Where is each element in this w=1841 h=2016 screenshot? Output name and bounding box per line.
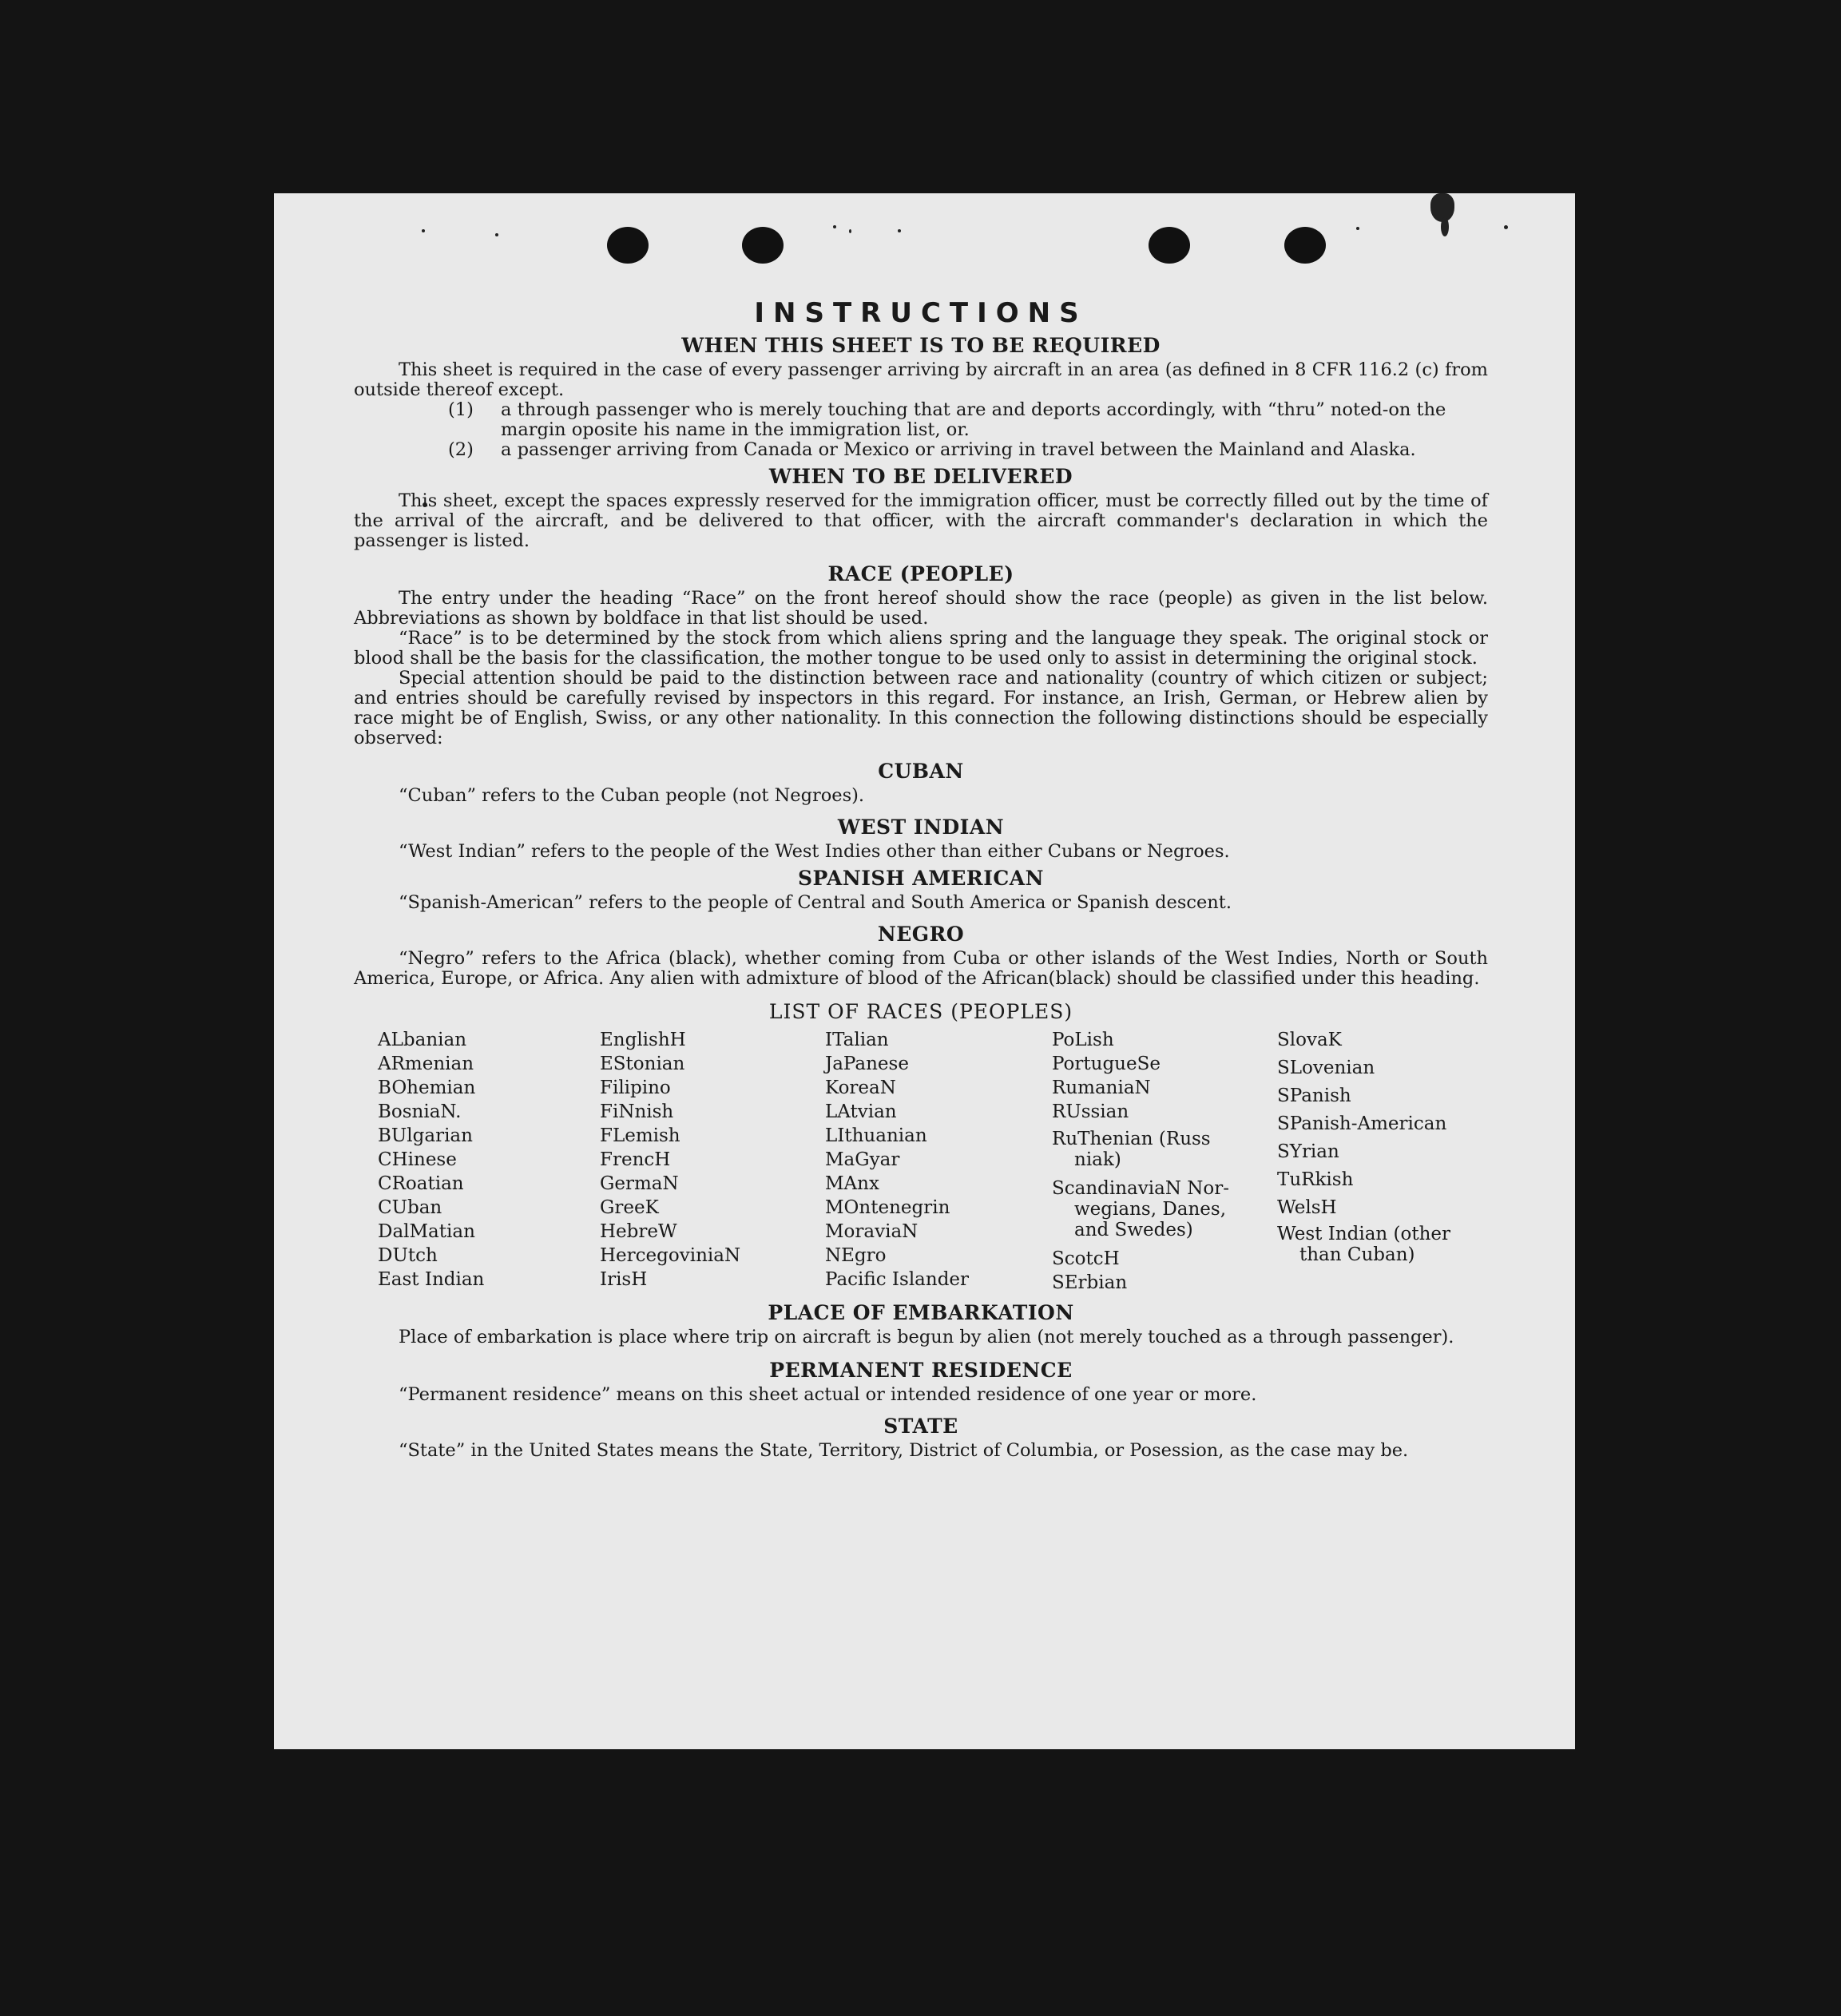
section-heading-when-delivered: WHEN TO BE DELIVERED bbox=[768, 465, 1073, 488]
race-item: HercegoviniaN bbox=[600, 1245, 741, 1266]
race-item: IrisH bbox=[600, 1269, 648, 1290]
race-item: EnglishH bbox=[600, 1030, 686, 1050]
instructions-content bbox=[354, 297, 1488, 1461]
race-column bbox=[1277, 1028, 1485, 1295]
race-item: CHinese bbox=[378, 1149, 457, 1170]
race-item: BosniaN. bbox=[378, 1101, 462, 1122]
paper-mark bbox=[422, 229, 425, 232]
race-item: LAtvian bbox=[825, 1101, 897, 1122]
race-column bbox=[378, 1028, 600, 1295]
paper-mark bbox=[833, 225, 836, 228]
race-item: CRoatian bbox=[378, 1173, 464, 1194]
item-text: a through passenger who is merely touching that are and deports accordingly, with “thru” noted-on the margin oposite his name in the immigration list, or. bbox=[501, 399, 1446, 440]
race-item: West Indian (other bbox=[1277, 1224, 1451, 1244]
section-heading-state: STATE bbox=[883, 1415, 958, 1438]
race-item: ALbanian bbox=[378, 1030, 467, 1050]
race-item: HebreW bbox=[600, 1221, 677, 1242]
race-item: KoreaN bbox=[825, 1077, 896, 1098]
race-item: DalMatian bbox=[378, 1221, 475, 1242]
section-heading-list-of-races: LIST OF RACES (PEOPLES) bbox=[768, 1000, 1073, 1023]
race-item: PoLish bbox=[1052, 1030, 1114, 1050]
paper-mark bbox=[849, 229, 851, 233]
page-title: INSTRUCTIONS bbox=[754, 297, 1088, 329]
race-item: ITalian bbox=[825, 1030, 889, 1050]
race-item: JaPanese bbox=[825, 1054, 909, 1074]
paragraph: “West Indian” refers to the people of the West Indies other than either Cubans or Negroes. bbox=[399, 841, 1230, 862]
document-sheet bbox=[274, 193, 1575, 1749]
race-item: SlovaK bbox=[1277, 1030, 1342, 1050]
item-number: (2) bbox=[448, 439, 474, 460]
section-heading-embarkation: PLACE OF EMBARKATION bbox=[768, 1301, 1074, 1324]
race-item-continued: wegians, Danes, bbox=[1074, 1199, 1227, 1220]
race-item: RuThenian (Russ bbox=[1052, 1129, 1211, 1149]
race-item: SLovenian bbox=[1277, 1058, 1375, 1078]
race-item: TuRkish bbox=[1277, 1169, 1354, 1190]
race-item: SYrian bbox=[1277, 1141, 1339, 1162]
paragraph: “Negro” refers to the Africa (black), whether coming from Cuba or other islands of the West Indies, North or South America, Europe, or Africa. Any alien with admixture of blood of the African(black) should be classified under this heading. bbox=[354, 948, 1488, 989]
race-list bbox=[354, 1028, 1488, 1295]
paragraph: Place of embarkation is place where trip on aircraft is begun by alien (not merely touched as a through passenger). bbox=[399, 1327, 1454, 1347]
paper-mark bbox=[1441, 217, 1449, 236]
paper-mark bbox=[1356, 227, 1359, 230]
race-item: FiNnish bbox=[600, 1101, 674, 1122]
list-item bbox=[354, 400, 1488, 440]
race-item: CUban bbox=[378, 1197, 442, 1218]
race-column bbox=[600, 1028, 825, 1295]
section-heading-when-required: WHEN THIS SHEET IS TO BE REQUIRED bbox=[681, 334, 1161, 357]
race-item: MOntenegrin bbox=[825, 1197, 950, 1218]
race-item: SPanish-American bbox=[1277, 1113, 1447, 1134]
race-item: ARmenian bbox=[378, 1054, 474, 1074]
section-heading-west-indian: WEST INDIAN bbox=[837, 816, 1005, 839]
race-item: FLemish bbox=[600, 1125, 680, 1146]
race-item-continued: than Cuban) bbox=[1299, 1244, 1415, 1265]
race-item: GreeK bbox=[600, 1197, 659, 1218]
list-item bbox=[354, 440, 1488, 460]
race-item: ScandinaviaN Nor- bbox=[1052, 1178, 1230, 1199]
item-number: (1) bbox=[448, 399, 474, 420]
paper-mark bbox=[1504, 225, 1508, 229]
punch-hole bbox=[1284, 227, 1326, 264]
race-item: MaGyar bbox=[825, 1149, 900, 1170]
punch-hole bbox=[1149, 227, 1190, 264]
race-item: ScotcH bbox=[1052, 1248, 1120, 1269]
race-item: SPanish bbox=[1277, 1085, 1351, 1106]
race-item: BOhemian bbox=[378, 1077, 476, 1098]
race-item: RUssian bbox=[1052, 1101, 1129, 1122]
race-item: NEgro bbox=[825, 1245, 887, 1266]
punch-hole bbox=[742, 227, 784, 264]
race-item: BUlgarian bbox=[378, 1125, 473, 1146]
paper-mark bbox=[495, 233, 498, 236]
race-item: LIthuanian bbox=[825, 1125, 927, 1146]
paper-mark bbox=[898, 229, 901, 232]
paragraph: This sheet, except the spaces expressly reserved for the immigration officer, must be correctly filled out by the time of the arrival of the aircraft, and be delivered to that officer, with the aircraft commander's declaration in which the passenger is listed. bbox=[354, 490, 1488, 551]
paragraph: “Cuban” refers to the Cuban people (not Negroes). bbox=[399, 785, 865, 806]
section-heading-spanish-american: SPANISH AMERICAN bbox=[797, 867, 1045, 890]
section-heading-residence: PERMANENT RESIDENCE bbox=[769, 1359, 1073, 1382]
race-item: MoraviaN bbox=[825, 1221, 919, 1242]
race-item: SErbian bbox=[1052, 1272, 1128, 1293]
section-heading-race: RACE (PEOPLE) bbox=[827, 562, 1014, 585]
paragraph: “Permanent residence” means on this sheet actual or intended residence of one year or more. bbox=[399, 1384, 1257, 1405]
race-item: MAnx bbox=[825, 1173, 879, 1194]
paragraph: This sheet is required in the case of every passenger arriving by aircraft in an area (as defined in 8 CFR 116.2 (c) from outside thereof except. bbox=[354, 359, 1488, 400]
paragraph: “State” in the United States means the State, Territory, District of Columbia, or Posession, as the case may be. bbox=[399, 1440, 1409, 1461]
punch-hole bbox=[607, 227, 649, 264]
race-item: East Indian bbox=[378, 1269, 485, 1290]
paragraph: “Race” is to be determined by the stock from which aliens spring and the language they speak. The original stock or blood shall be the basis for the classification, the mother tongue to be used only to assist in determining the original stock. bbox=[354, 628, 1488, 669]
section-heading-negro: NEGRO bbox=[877, 923, 965, 946]
paragraph: “Spanish-American” refers to the people of Central and South America or Spanish descent. bbox=[399, 892, 1232, 913]
race-item: EStonian bbox=[600, 1054, 685, 1074]
race-item: DUtch bbox=[378, 1245, 438, 1266]
section-heading-cuban: CUBAN bbox=[878, 760, 964, 783]
item-text: a passenger arriving from Canada or Mexico or arriving in travel between the Mainland and Alaska. bbox=[501, 439, 1416, 460]
race-item-continued: and Swedes) bbox=[1074, 1220, 1193, 1240]
race-item: Pacific Islander bbox=[825, 1269, 970, 1290]
race-item: Filipino bbox=[600, 1077, 671, 1098]
race-item: RumaniaN bbox=[1052, 1077, 1151, 1098]
race-item: GermaN bbox=[600, 1173, 679, 1194]
race-item: FrencH bbox=[600, 1149, 671, 1170]
race-item-continued: niak) bbox=[1074, 1149, 1121, 1170]
paragraph: Special attention should be paid to the distinction between race and nationality (country of which citizen or subject; and entries should be carefully revised by inspectors in this regard. For instance, an Irish, German, or Hebrew alien by race might be of English, Swiss, or any other nationality. In this connection the following distinctions should be especially observed: bbox=[354, 668, 1488, 748]
race-item: PortugueSe bbox=[1052, 1054, 1161, 1074]
race-column bbox=[825, 1028, 1052, 1295]
race-column bbox=[1052, 1028, 1277, 1295]
race-item: WelsH bbox=[1277, 1197, 1337, 1218]
paragraph: The entry under the heading “Race” on the front hereof should show the race (people) as given in the list below. Abbreviations as shown by boldface in that list should be used. bbox=[354, 588, 1488, 629]
